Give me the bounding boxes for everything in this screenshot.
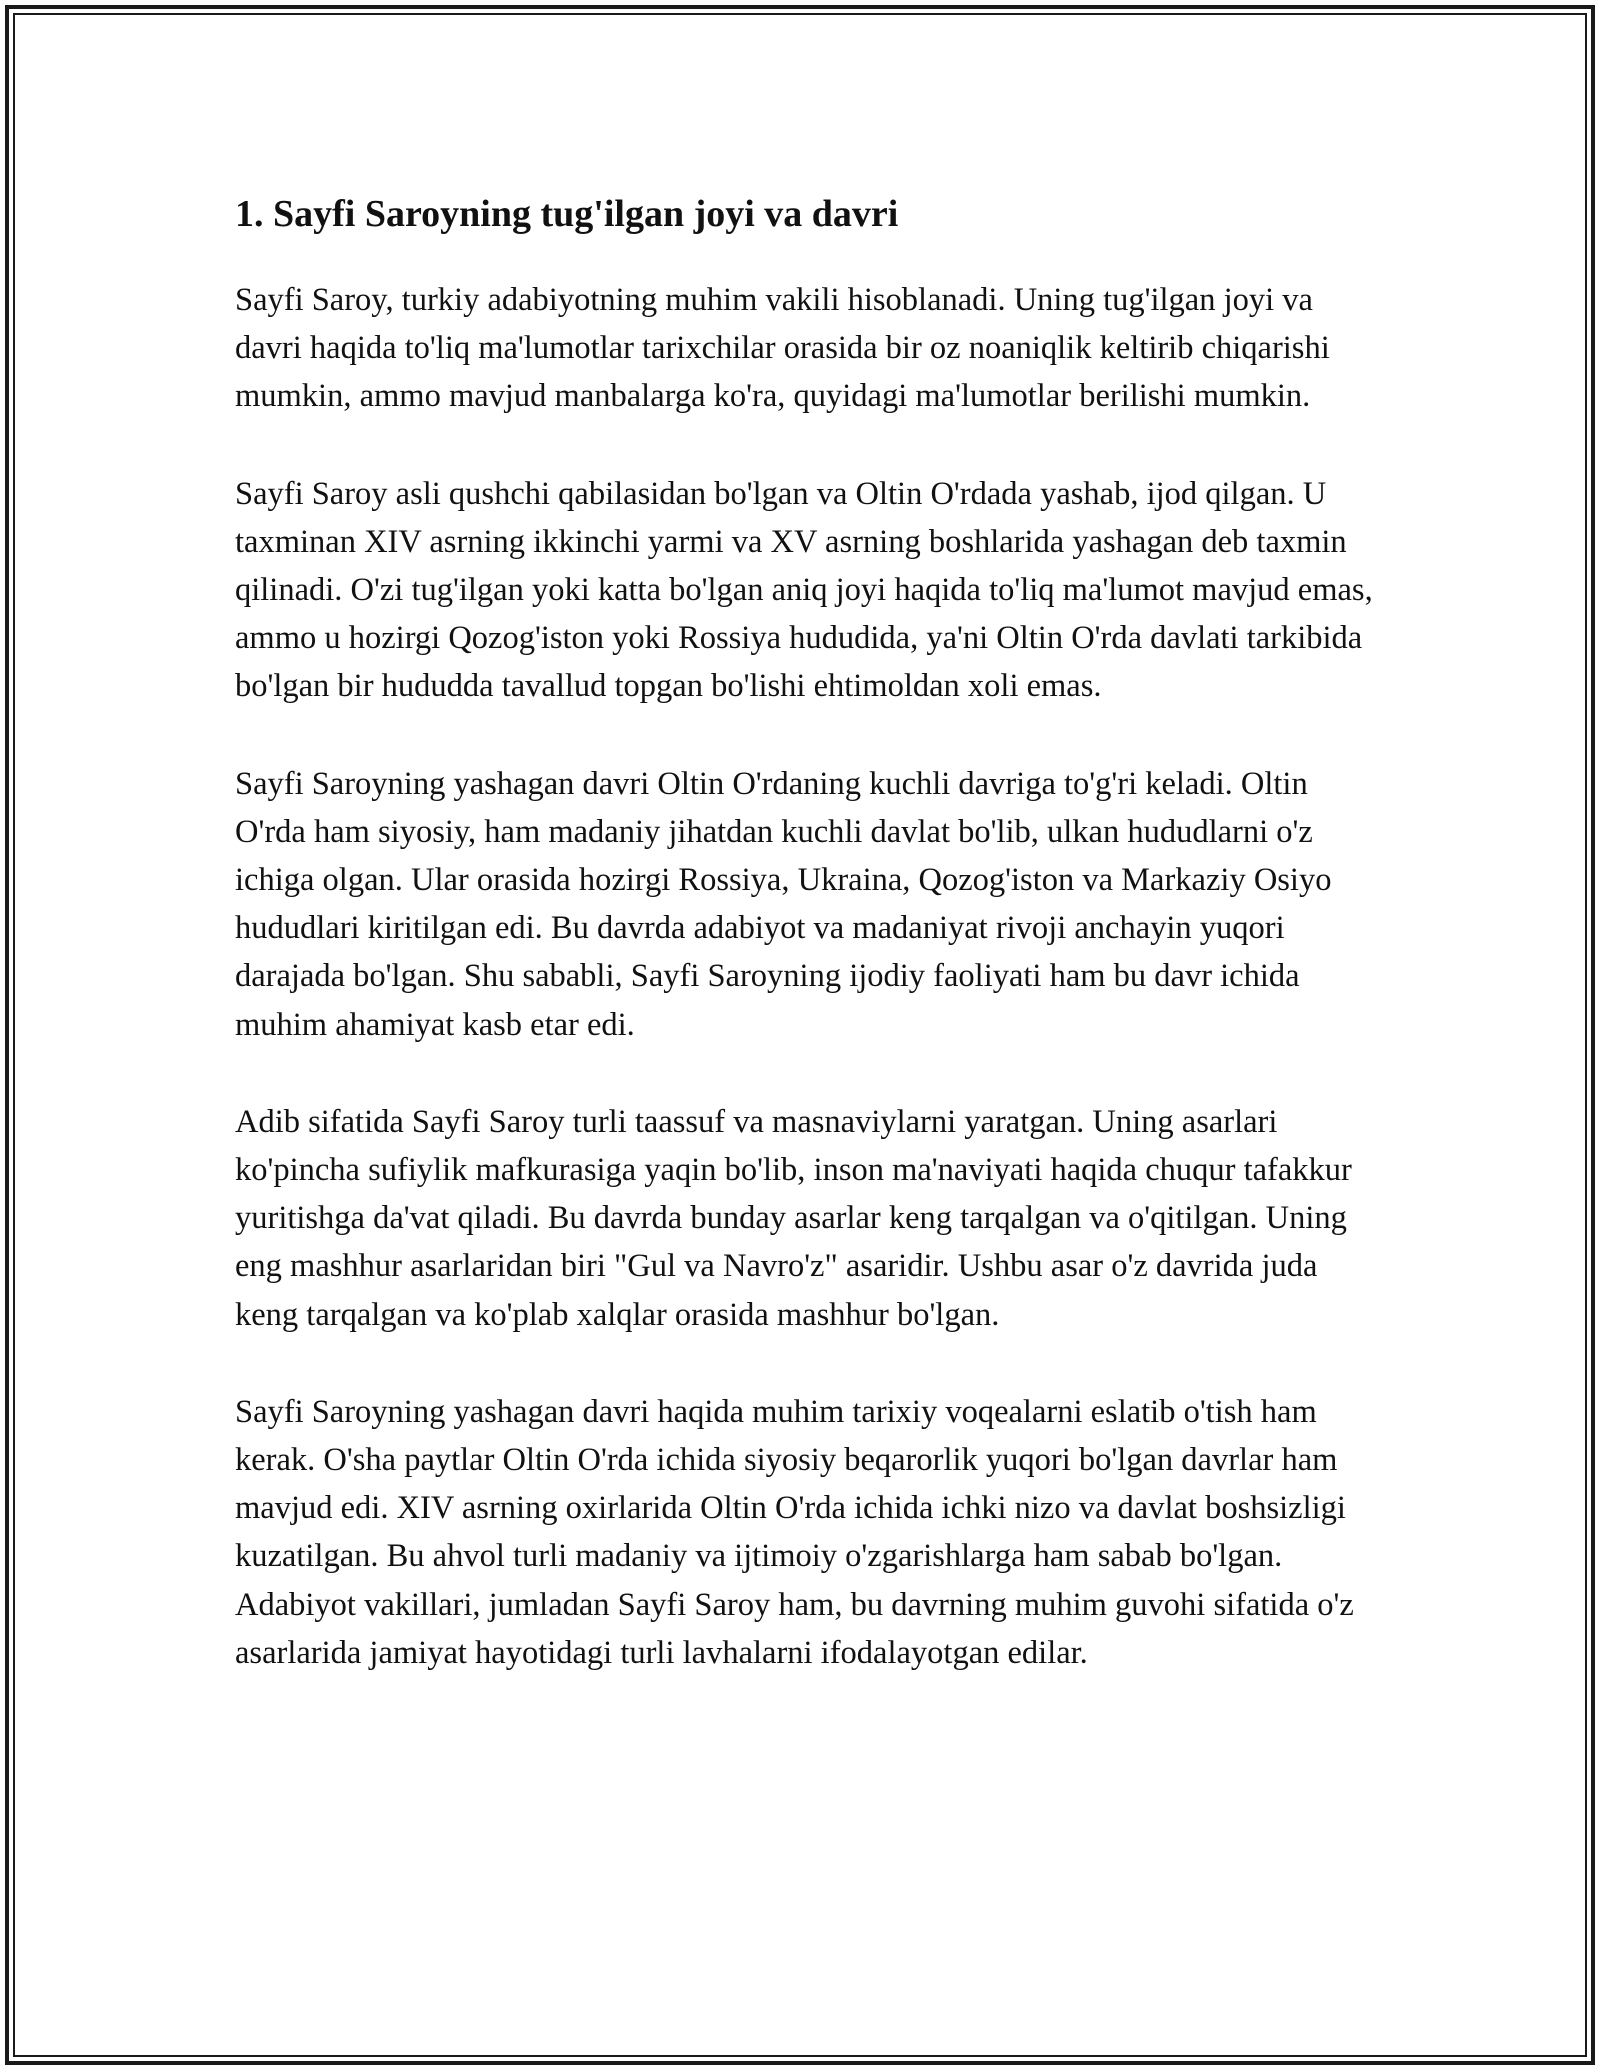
- section-heading: 1. Sayfi Saroyning tug'ilgan joyi va davri: [235, 193, 899, 235]
- document-body: [235, 186, 1375, 1677]
- paragraph-4: Adib sifatida Sayfi Saroy turli taassuf va masnaviylarni yaratgan. Uning asarlari ko'pincha sufiylik mafkurasiga yaqin bo'lib, inson ma'naviyati haqida chuqur tafakkur yuritishga da'vat qiladi. Bu davrda bunday asarlar keng tarqalgan va o'qitilgan. Uning eng mashhur asarlaridan biri "Gul va Navro'z" asaridir. Ushbu asar o'z davrida juda keng tarqalgan va ko'plab xalqlar orasida mashhur bo'lgan.: [235, 1103, 1352, 1333]
- paragraph-5: Sayfi Saroyning yashagan davri haqida muhim tarixiy voqealarni eslatib o'tish ham kerak. O'sha paytlar Oltin O'rda ichida siyosiy beqarorlik yuqori bo'lgan davrlar ham mavjud edi. XIV asrning oxirlarida Oltin O'rda ichida ichki nizo va davlat boshsizligi kuzatilgan. Bu ahvol turli madaniy va ijtimoiy o'zgarishlarga ham sabab bo'lgan. Adabiyot vakillari, jumladan Sayfi Saroy ham, bu davrning muhim guvohi sifatida o'z asarlarida jamiyat hayotidagi turli lavhalarni ifodalayotgan edilar.: [235, 1393, 1354, 1671]
- paragraph-2: Sayfi Saroy asli qushchi qabilasidan bo'lgan va Oltin O'rdada yashab, ijod qilgan. U taxminan XIV asrning ikkinchi yarmi va XV asrning boshlarida yashagan deb taxmin qilinadi. O'zi tug'ilgan yoki katta bo'lgan aniq joyi haqida to'liq ma'lumot mavjud emas, ammo u hozirgi Qozog'iston yoki Rossiya hududida, ya'ni Oltin O'rda davlati tarkibida bo'lgan bir hududda tavallud topgan bo'lishi ehtimoldan xoli emas.: [235, 475, 1373, 705]
- paragraph-1: Sayfi Saroy, turkiy adabiyotning muhim vakili hisoblanadi. Uning tug'ilgan joyi va davri haqida to'liq ma'lumotlar tarixchilar orasida bir oz noaniqlik keltirib chiqarishi mumkin, ammo mavjud manbalarga ko'ra, quyidagi ma'lumotlar berilishi mumkin.: [235, 282, 1330, 415]
- paragraph-3: Sayfi Saroyning yashagan davri Oltin O'rdaning kuchli davriga to'g'ri keladi. Oltin O'rda ham siyosiy, ham madaniy jihatdan kuchli davlat bo'lib, ulkan hududlarni o'z ichiga olgan. Ular orasida hozirgi Rossiya, Ukraina, Qozog'iston va Markaziy Osiyo hududlari kiritilgan edi. Bu davrda adabiyot va madaniyat rivoji anchayin yuqori darajada bo'lgan. Shu sababli, Sayfi Saroyning ijodiy faoliyati ham bu davr ichida muhim ahamiyat kasb etar edi.: [235, 765, 1332, 1043]
